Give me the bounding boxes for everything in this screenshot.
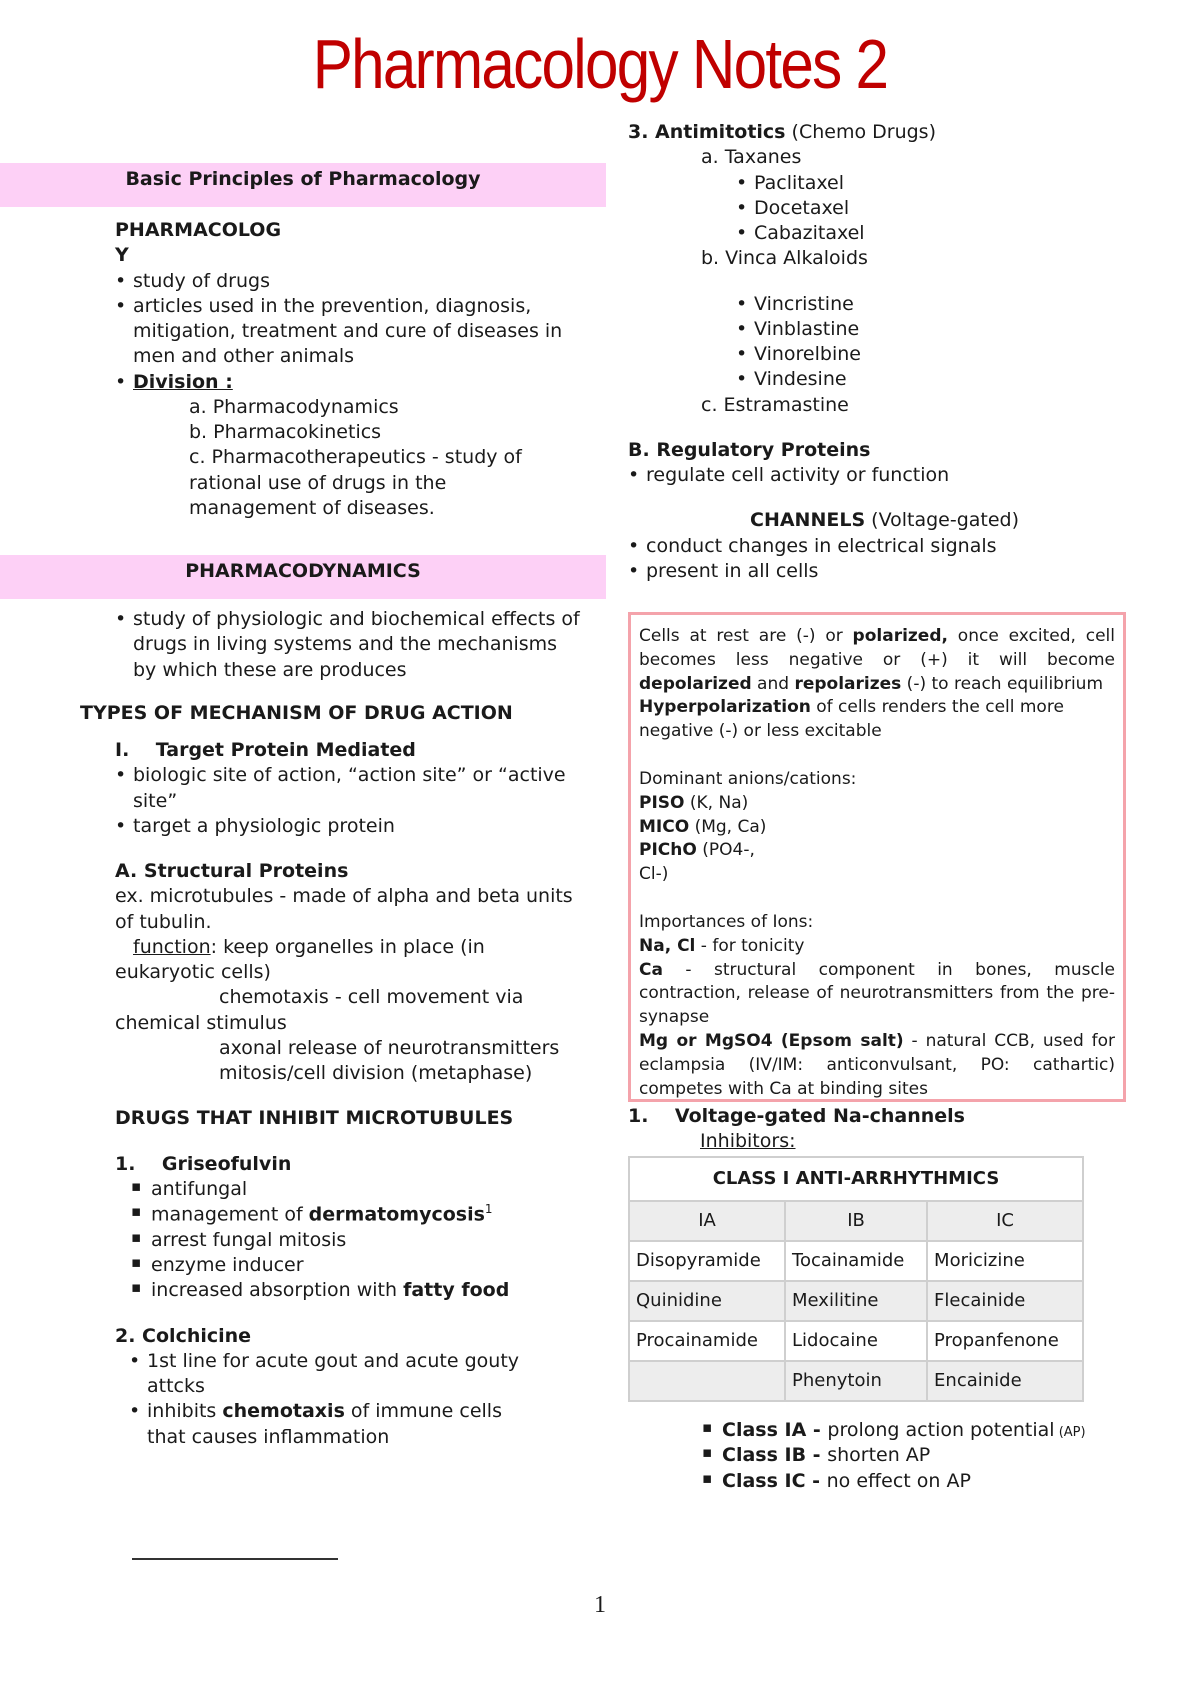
list-item: • articles used in the prevention, diagnosis, mitigation, treatment and cure of diseases in men and other animals [115, 294, 585, 370]
table-cell: Propanfenone [927, 1321, 1083, 1361]
class-notes-list [700, 1418, 1120, 1494]
heading-bold: 3. Antimitotics [628, 121, 786, 143]
text: - for tonicity [695, 935, 805, 956]
text-bold: Mg or MgSO4 (Epsom salt) [639, 1030, 904, 1051]
pharmacology-bullets [115, 269, 585, 395]
footnote-ref: 1 [484, 1202, 493, 1217]
table-row [629, 1321, 1083, 1361]
mico-line [639, 816, 1115, 840]
structural-example: ex. microtubules - made of alpha and beta units of tubulin. [115, 885, 573, 933]
channels-heading [628, 508, 1128, 533]
text: of cells renders the cell more negative (-) or less excitable [639, 697, 1064, 742]
class-notes [700, 1418, 1120, 1494]
function-line [115, 935, 585, 986]
text: (Mg, Ca) [689, 816, 767, 837]
regulatory-bullets [628, 463, 1128, 488]
footnote-separator [132, 1558, 338, 1560]
text-bold: polarized, [852, 626, 948, 646]
table-header: IB [785, 1201, 927, 1241]
list-item: ▪ antifungal [129, 1177, 585, 1202]
text: (K, Na) [684, 792, 749, 813]
text-bold: Class IB - [722, 1444, 828, 1467]
ion-info-box [628, 612, 1126, 1102]
table-row [629, 1281, 1083, 1321]
list-item: • Paclitaxel [736, 171, 1128, 196]
box-paragraph-hyperpolarization [639, 696, 1115, 744]
item-text: management of [151, 1203, 309, 1226]
text-bold: Ca [639, 959, 663, 980]
list-item: • target a physiologic protein [115, 814, 585, 839]
table-cell: Phenytoin [785, 1361, 927, 1401]
table-cell [629, 1361, 785, 1401]
item-bold: fatty food [403, 1279, 510, 1302]
left-column-part-1 [115, 218, 585, 521]
picho-line-2: Cl-) [639, 864, 669, 885]
division-label: Division : [133, 370, 233, 393]
text: - natural CCB, used for eclampsia (IV/IM: anticonvulsant, PO: cathartic) competes with Ca at binding sites [639, 1030, 1116, 1099]
table-row [629, 1361, 1083, 1401]
table-row [629, 1241, 1083, 1281]
division-item: a. Pharmacodynamics [189, 395, 399, 418]
list-item: • Vinorelbine [736, 342, 1128, 367]
item-bold: dermatomycosis [308, 1203, 485, 1226]
list-item [700, 1443, 1120, 1468]
list-item [129, 1278, 585, 1303]
list-item: • study of physiologic and biochemical effects of drugs in living systems and the mechanisms by which these are produces [115, 607, 585, 683]
list-item: • 1st line for acute gout and acute gouty attcks [129, 1349, 529, 1400]
types-heading: TYPES OF MECHANISM OF DRUG ACTION [80, 702, 513, 724]
document-title: Pharmacology Notes 2 [312, 25, 888, 103]
list-item: • regulate cell activity or function [628, 463, 1128, 488]
division-item: b. Pharmacokinetics [189, 421, 382, 444]
estramastine-label: c. Estramastine [701, 393, 849, 416]
vinca-label: b. Vinca Alkaloids [701, 247, 868, 270]
heading-rest: (Voltage-gated) [865, 509, 1020, 532]
page-number: 1 [594, 1592, 606, 1618]
target-bullets [115, 763, 585, 839]
table-header: IA [629, 1201, 785, 1241]
ca-line [639, 959, 1115, 1030]
target-heading: I. Target Protein Mediated [115, 739, 416, 761]
list-item: • study of drugs [115, 269, 585, 294]
division-list [115, 395, 585, 521]
list-item: ▪ arrest fungal mitosis [129, 1228, 585, 1253]
text: shorten AP [827, 1444, 931, 1467]
term-pharmacology-b: Y [115, 244, 129, 267]
item-text: of immune cells that causes inflammation [147, 1400, 502, 1448]
griseofulvin-list [115, 1177, 585, 1304]
term-pharmacology-a: PHARMACOLOG [115, 219, 282, 241]
left-column-part-2 [115, 607, 585, 683]
table-cell: Flecainide [927, 1281, 1083, 1321]
text-bold: PISO [639, 792, 685, 813]
text-bold: PIChO [639, 840, 697, 861]
text-bold: Na, Cl [639, 935, 696, 956]
section-band-basic-principles: Basic Principles of Pharmacology [0, 163, 606, 207]
table-cell: Tocainamide [785, 1241, 927, 1281]
text: - structural component in bones, muscle contraction, release of neurotransmitters from the pre-synapse [639, 959, 1115, 1028]
text: prolong action potential [827, 1419, 1055, 1441]
text-small: (AP) [1054, 1425, 1086, 1440]
colchicine-heading: 2. Colchicine [115, 1324, 252, 1347]
chemotaxis-b: chemical stimulus [115, 1011, 287, 1034]
text: (PO4-, [696, 840, 755, 861]
dominant-label: Dominant anions/cations: [639, 768, 857, 789]
channels-bullets [628, 534, 1128, 585]
right-column-part-1 [628, 120, 1128, 584]
left-column-part-3 [115, 738, 585, 1450]
text-bold: repolarizes [794, 673, 902, 694]
na-channels-heading: 1. Voltage-gated Na-channels [628, 1105, 965, 1127]
function-label: function [133, 935, 211, 958]
table-cell: Lidocaine [785, 1321, 927, 1361]
taxanes-label: a. Taxanes [701, 146, 802, 169]
chemotaxis-a: chemotaxis - cell movement via [219, 986, 524, 1009]
table-cell: Encainide [927, 1361, 1083, 1401]
list-item [700, 1469, 1120, 1494]
table-cell: Procainamide [629, 1321, 785, 1361]
item-text: increased absorption with [151, 1279, 404, 1302]
table-header: IC [927, 1201, 1083, 1241]
list-item [129, 1202, 585, 1228]
section-band-pharmacodynamics: PHARMACODYNAMICS [0, 555, 606, 599]
heading-bold: CHANNELS [750, 509, 866, 532]
list-item: • biologic site of action, “action site” or “active site” [115, 763, 585, 814]
mg-line [639, 1030, 1115, 1101]
list-item: • Vinblastine [736, 317, 1128, 342]
axonal-release: axonal release of neurotransmitters [219, 1036, 560, 1059]
piso-line [639, 792, 1115, 816]
table-cell: Mexilitine [785, 1281, 927, 1321]
picho-line [639, 839, 1115, 863]
importances-label: Importances of Ions: [639, 911, 814, 932]
taxane-list [628, 171, 1128, 247]
list-item [129, 1399, 529, 1450]
regulatory-heading: B. Regulatory Proteins [628, 438, 871, 461]
inhibit-heading: DRUGS THAT INHIBIT MICROTUBULES [115, 1107, 514, 1130]
table-cell: Moricizine [927, 1241, 1083, 1281]
mitosis: mitosis/cell division (metaphase) [219, 1062, 533, 1085]
table-caption: CLASS I ANTI-ARRHYTHMICS [629, 1157, 1083, 1201]
text: (-) to reach equilibrium [901, 673, 1104, 694]
text: Cells at rest are (-) or [639, 626, 853, 646]
pharmacodynamics-bullets [115, 607, 585, 683]
box-paragraph-polarization [639, 625, 1115, 696]
heading-rest: (Chemo Drugs) [785, 121, 936, 143]
item-bold: chemotaxis [222, 1400, 345, 1423]
list-item: • present in all cells [628, 559, 1128, 584]
list-item: • Cabazitaxel [736, 221, 1128, 246]
text-bold: depolarized [639, 673, 752, 694]
table-cell: Quinidine [629, 1281, 785, 1321]
text: and [751, 673, 795, 694]
list-item [700, 1418, 1120, 1443]
text-bold: Hyperpolarization [639, 697, 811, 718]
list-item: • Vincristine [736, 292, 1128, 317]
item-text: inhibits [147, 1400, 223, 1423]
list-item: ▪ enzyme inducer [129, 1253, 585, 1278]
class-i-table [628, 1156, 1084, 1402]
division-item: c. Pharmacotherapeutics - study of rational use of drugs in the management of diseases. [189, 446, 522, 519]
list-item [115, 370, 585, 395]
text-bold: MICO [639, 816, 690, 837]
nacl-line [639, 935, 1115, 959]
structural-heading: A. Structural Proteins [115, 860, 349, 883]
text: once excited, cell becomes less negative or (+) it will become [639, 626, 1115, 670]
table-cell: Disopyramide [629, 1241, 785, 1281]
text-bold: Class IA - [722, 1419, 828, 1441]
griseofulvin-heading: 1. Griseofulvin [115, 1152, 292, 1175]
text-bold: Class IC - [722, 1469, 827, 1492]
inhibitors-label: Inhibitors: [700, 1130, 796, 1152]
list-item: • conduct changes in electrical signals [628, 534, 1128, 559]
text: no effect on AP [826, 1469, 971, 1492]
list-item: • Vindesine [736, 367, 1128, 392]
list-item: • Docetaxel [736, 196, 1128, 221]
antimitotics-heading [628, 120, 1128, 145]
function-text: : keep organelles in place (in eukaryotic cells) [115, 935, 485, 984]
colchicine-list [115, 1349, 529, 1450]
vinca-list [628, 292, 1128, 393]
